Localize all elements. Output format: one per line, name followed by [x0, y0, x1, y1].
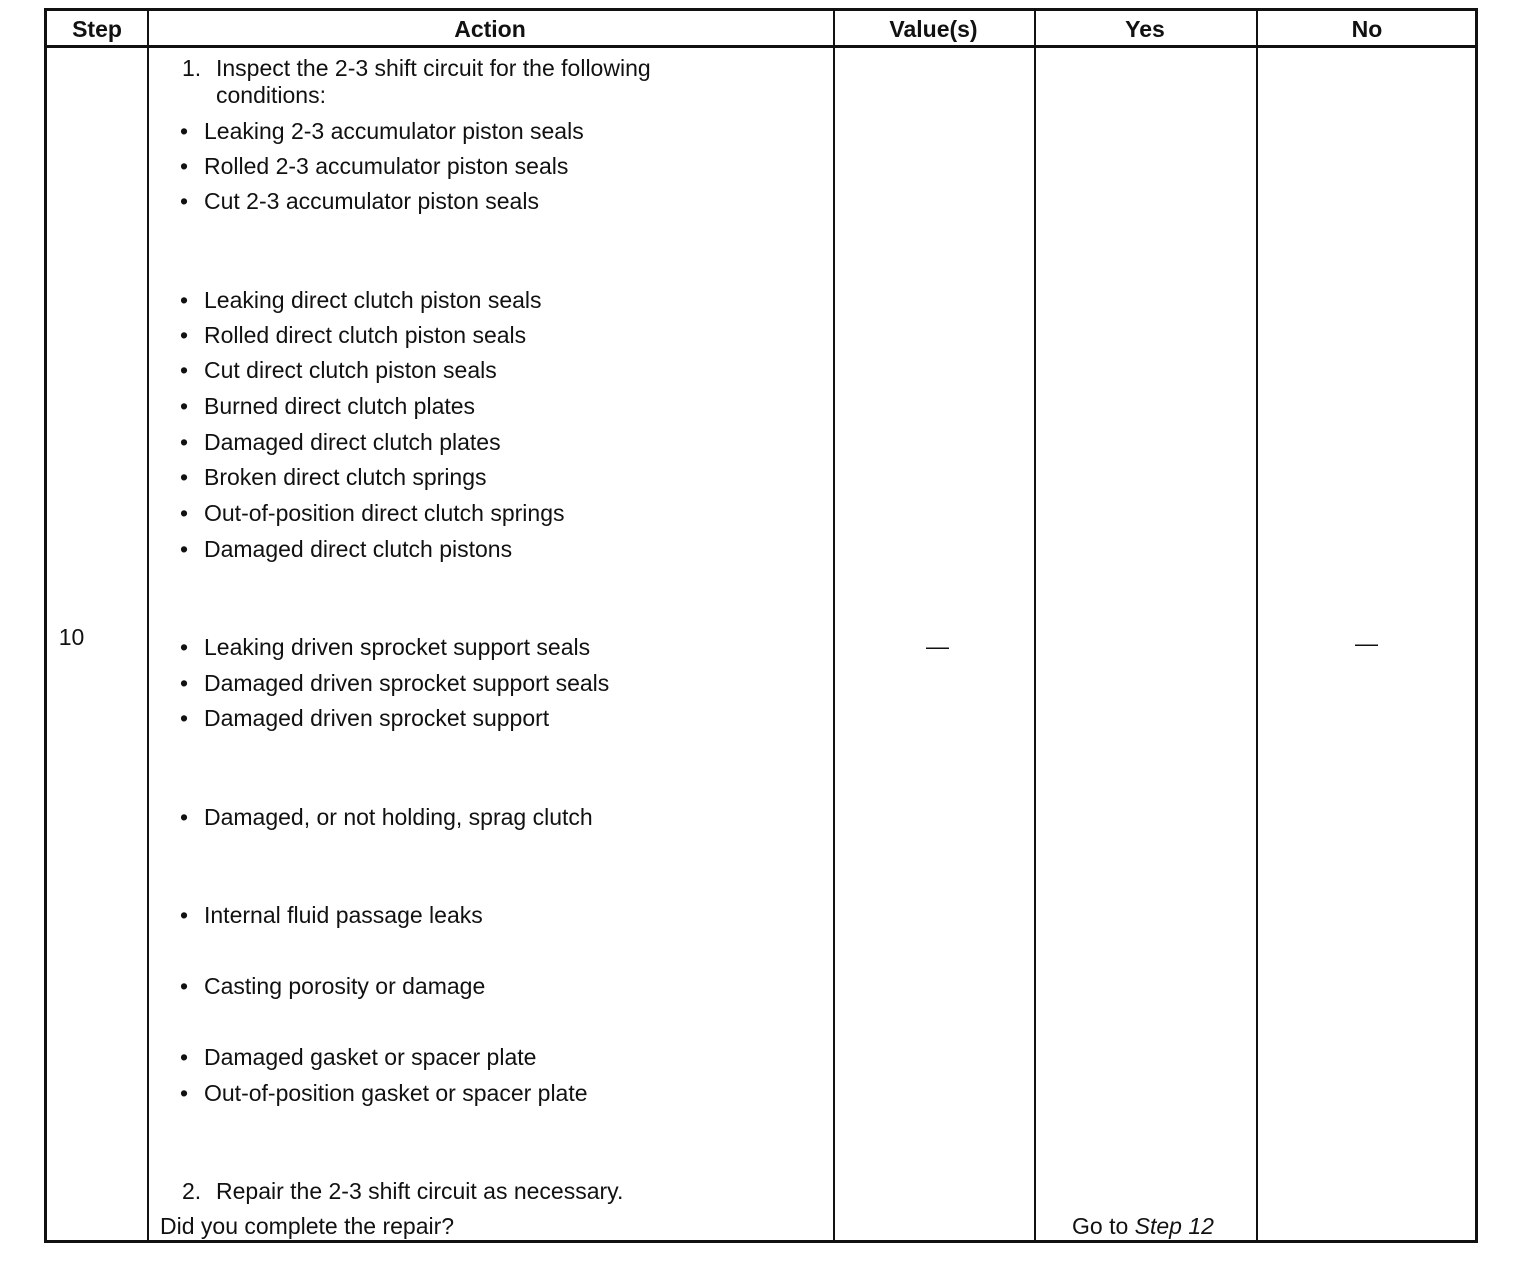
col-divider-action: [833, 11, 835, 1240]
item-2-text: Repair the 2-3 shift circuit as necessary.: [216, 1178, 624, 1204]
bullet-icon: •: [180, 1044, 189, 1070]
bullet-icon: •: [180, 322, 189, 348]
bullet-icon: •: [180, 1080, 189, 1106]
bullet-icon: •: [180, 429, 189, 455]
yes-go-to-step: [1072, 1213, 1214, 1240]
bullet-icon: •: [180, 500, 189, 526]
condition-text: Rolled direct clutch piston seals: [204, 322, 527, 348]
condition-text: Rolled 2-3 accumulator piston seals: [204, 153, 569, 179]
condition-text: Damaged driven sprocket support seals: [204, 670, 610, 696]
bullet-icon: •: [180, 464, 189, 490]
bullet-icon: •: [180, 357, 189, 383]
condition-text: Broken direct clutch springs: [204, 464, 487, 490]
condition-text: Burned direct clutch plates: [204, 393, 476, 419]
bullet-icon: •: [180, 536, 189, 562]
header-action: Action: [454, 15, 526, 42]
step-number: 10: [58, 624, 85, 650]
condition-text: Leaking driven sprocket support seals: [204, 634, 591, 660]
yes-step-link: Step 12: [1134, 1213, 1214, 1239]
condition-text: Out-of-position direct clutch springs: [204, 500, 565, 526]
header-yes: Yes: [1125, 15, 1165, 42]
value-dash: —: [926, 633, 949, 659]
item-1-line-2: conditions:: [216, 82, 326, 108]
bullet-icon: •: [180, 670, 189, 696]
item-1-line-1: Inspect the 2-3 shift circuit for the following: [216, 55, 651, 81]
item-1-number: 1.: [182, 55, 202, 81]
bullet-icon: •: [180, 634, 189, 660]
bullet-icon: •: [180, 153, 189, 179]
condition-text: Cut direct clutch piston seals: [204, 357, 497, 383]
condition-text: Damaged gasket or spacer plate: [204, 1044, 537, 1070]
item-2-number: 2.: [182, 1178, 202, 1204]
col-divider-yes: [1256, 11, 1258, 1240]
condition-text: Leaking 2-3 accumulator piston seals: [204, 118, 584, 144]
condition-text: Cut 2-3 accumulator piston seals: [204, 188, 539, 214]
condition-text: Casting porosity or damage: [204, 973, 486, 999]
bullet-icon: •: [180, 188, 189, 214]
condition-text: Out-of-position gasket or spacer plate: [204, 1080, 588, 1106]
bullet-icon: •: [180, 393, 189, 419]
bullet-icon: •: [180, 705, 189, 731]
condition-text: Damaged direct clutch plates: [204, 429, 501, 455]
condition-text: Damaged, or not holding, sprag clutch: [204, 804, 593, 830]
bullet-icon: •: [180, 287, 189, 313]
header-no: No: [1351, 15, 1383, 42]
header-values: Value(s): [889, 15, 978, 42]
header-step: Step: [72, 15, 122, 42]
yes-go-to-prefix: Go to: [1072, 1213, 1135, 1239]
no-dash: —: [1355, 630, 1378, 656]
bullet-icon: •: [180, 902, 189, 928]
col-divider-step: [147, 11, 149, 1240]
condition-text: Damaged driven sprocket support: [204, 705, 550, 731]
bullet-icon: •: [180, 118, 189, 144]
question-text: Did you complete the repair?: [160, 1213, 455, 1239]
bullet-icon: •: [180, 804, 189, 830]
condition-text: Leaking direct clutch piston seals: [204, 287, 542, 313]
condition-text: Internal fluid passage leaks: [204, 902, 483, 928]
col-divider-value: [1034, 11, 1036, 1240]
condition-text: Damaged direct clutch pistons: [204, 536, 513, 562]
bullet-icon: •: [180, 973, 189, 999]
